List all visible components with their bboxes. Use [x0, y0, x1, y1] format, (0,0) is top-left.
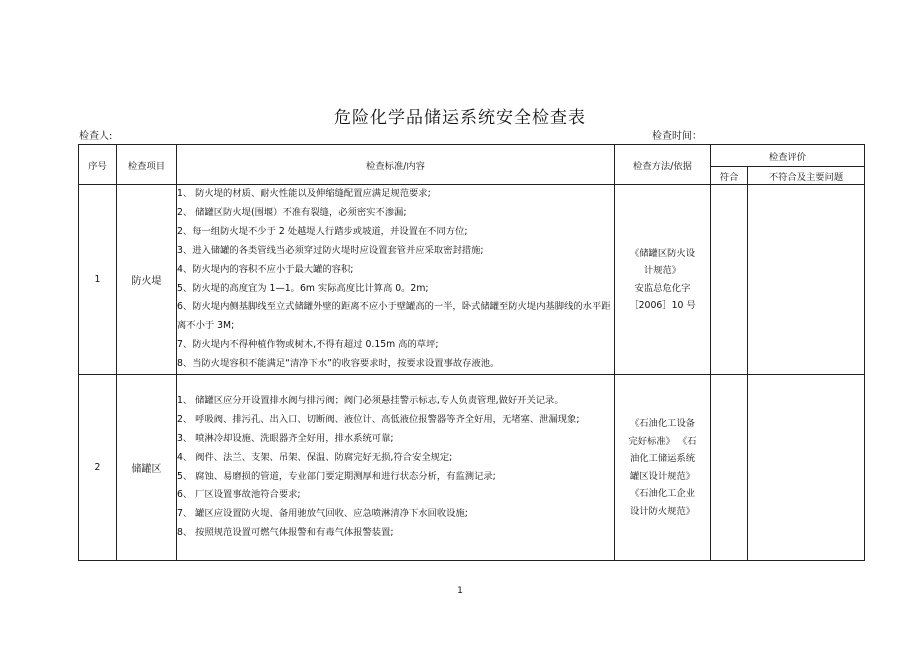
row-method	[615, 375, 711, 561]
row-nonconform-cell[interactable]	[748, 375, 865, 561]
criterion-item: 6、防火堤内侧基脚线至立式储罐外壁的距离不应小于壁罐高的一半，卧式储罐至防火堤内基脚线的水平距离不小于 3M;	[177, 301, 611, 332]
header-seq: 序号	[79, 145, 117, 185]
criterion-item: 8、 按照规范设置可燃气体报警和有毒气体报警装置;	[177, 527, 394, 539]
table-row	[79, 375, 865, 561]
header-item: 检查项目	[117, 145, 177, 185]
inspection-time-label: 检查时间：	[652, 131, 702, 142]
criterion-item: 2、 呼吸阀、排污孔、出入口、切断阀、液位计、高低液位报警器等齐全好用，无堵塞、泄漏现象;	[177, 413, 580, 425]
row-item: 防火堤	[117, 185, 177, 375]
criterion-item: 8、当防火堤容积不能满足“清净下水”的收容要求时，按要求设置事故存液池。	[177, 358, 500, 370]
method-line: 《石油化工企业	[629, 488, 696, 500]
method-line: 计规范》	[643, 265, 682, 277]
header-evaluation: 检查评价	[711, 145, 865, 167]
method-line: 《石油化工设备	[629, 418, 696, 430]
row-seq: 2	[79, 375, 117, 561]
criterion-item: 2、 储罐区防火堤(围堰）不准有裂缝，必须密实不渗漏;	[177, 206, 407, 218]
row-nonconform-cell[interactable]	[748, 185, 865, 375]
table-row	[79, 185, 865, 375]
criterion-item: 4、 阀件、法兰、支架、吊架、保温、防腐完好无损,符合安全规定;	[177, 451, 453, 463]
row-seq: 1	[79, 185, 117, 375]
method-line: 设计防火规范》	[629, 505, 696, 517]
document-title: 危险化学品储运系统安全检查表	[334, 108, 586, 128]
method-line: 完好标准》 《石	[628, 435, 697, 447]
inspection-table	[78, 144, 865, 561]
criterion-item: 1、 储罐区应分开设置排水阀与排污阀；阀门必须悬挂警示标志,专人负责管理,做好开关记录。	[177, 394, 564, 406]
header-method: 检查方法/依据	[615, 145, 711, 185]
criterion-item: 5、防火堤的高度宜为 1—1。6m 实际高度比计算高 0。2m;	[177, 282, 429, 294]
method-line: 罐区设计规范》	[629, 470, 696, 482]
criterion-item: 5、 腐蚀、易磨损的管道，专业部门要定期测厚和进行状态分析，有监测记录;	[177, 470, 496, 482]
inspector-label: 检查人:	[79, 131, 113, 142]
row-item: 储罐区	[117, 375, 177, 561]
method-line: 油化工储运系统	[629, 453, 696, 465]
row-conform-cell[interactable]	[711, 375, 748, 561]
criterion-item: 2、每一组防火堤不少于 2 处越堤人行踏步或坡道，并设置在不同方位;	[177, 225, 468, 237]
header-nonconform: 不符合及主要问题	[748, 167, 865, 185]
criterion-item: 7、防火堤内不得种植作物或树木,不得有超过 0.15m 高的草坪;	[177, 339, 439, 351]
criterion-item: 1、 防火堤的材质、耐火性能以及伸缩缝配置应满足规范要求;	[177, 188, 431, 199]
header-conform: 符合	[711, 167, 748, 185]
criterion-item: 3、 喷淋冷却设施、洗眼器齐全好用，排水系统可靠;	[177, 432, 394, 444]
method-line: 安监总危化字	[634, 282, 691, 294]
page-number: 1	[457, 586, 463, 596]
header-content: 检查标准/内容	[177, 145, 615, 185]
method-line: ［2006］10 号	[629, 300, 696, 312]
row-criteria	[177, 185, 615, 375]
row-method	[615, 185, 711, 375]
criterion-item: 4、防火堤内的容积不应小于最大罐的容积;	[177, 263, 354, 275]
method-line: 《储罐区防火设	[629, 247, 696, 259]
criterion-item: 6、 厂区设置事故池符合要求;	[177, 489, 301, 501]
row-conform-cell[interactable]	[711, 185, 748, 375]
criterion-item: 3、进入储罐的各类管线当必须穿过防火堤时应设置套管并应采取密封措施;	[177, 244, 484, 256]
row-criteria	[177, 375, 615, 561]
criterion-item: 7、 罐区应设置防火堤、备用驰放气回收、应急喷淋清净下水回收设施;	[177, 508, 468, 520]
